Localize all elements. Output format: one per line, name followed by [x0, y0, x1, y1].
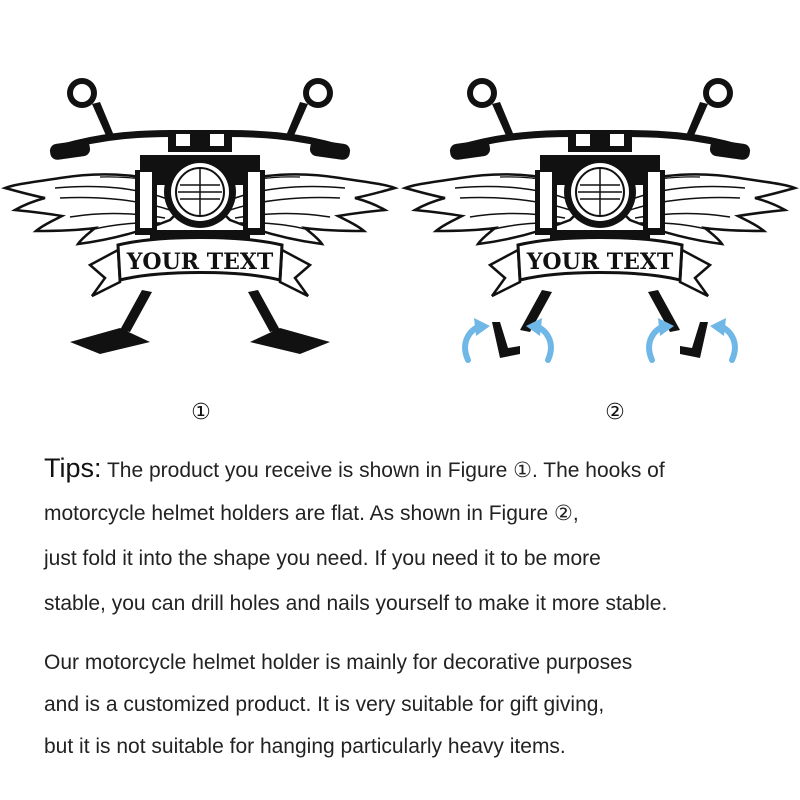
tips-line-2: motorcycle helmet holders are flat. As shown in Figure ②,	[44, 502, 579, 525]
figure-number-2: ②	[605, 400, 625, 425]
motorcycle-helmet-holder-flat-illustration	[0, 60, 400, 390]
product-note	[44, 642, 784, 768]
tips-line-1	[44, 446, 784, 491]
tips-line-4: stable, you can drill holes and nails yourself to make it more stable.	[44, 592, 668, 615]
banner-text: YOUR TEXT	[526, 249, 674, 275]
note-line-3: but it is not suitable for hanging particularly heavy items.	[44, 735, 566, 758]
figure-2	[400, 60, 800, 390]
tips-line-1-text: The product you receive is shown in Figure ①. The hooks of	[101, 459, 665, 482]
figure-number-1: ①	[191, 400, 211, 425]
note-line-1: Our motorcycle helmet holder is mainly for decorative purposes	[44, 651, 633, 674]
motorcycle-helmet-holder-folded-illustration	[400, 60, 800, 390]
tips-label: Tips:	[44, 453, 102, 483]
note-line-2: and is a customized product. It is very suitable for gift giving,	[44, 693, 605, 716]
tips-section	[44, 446, 784, 626]
banner-text: YOUR TEXT	[126, 249, 274, 275]
figure-1	[0, 60, 400, 390]
tips-line-3: just fold it into the shape you need. If you need it to be more	[44, 547, 601, 570]
